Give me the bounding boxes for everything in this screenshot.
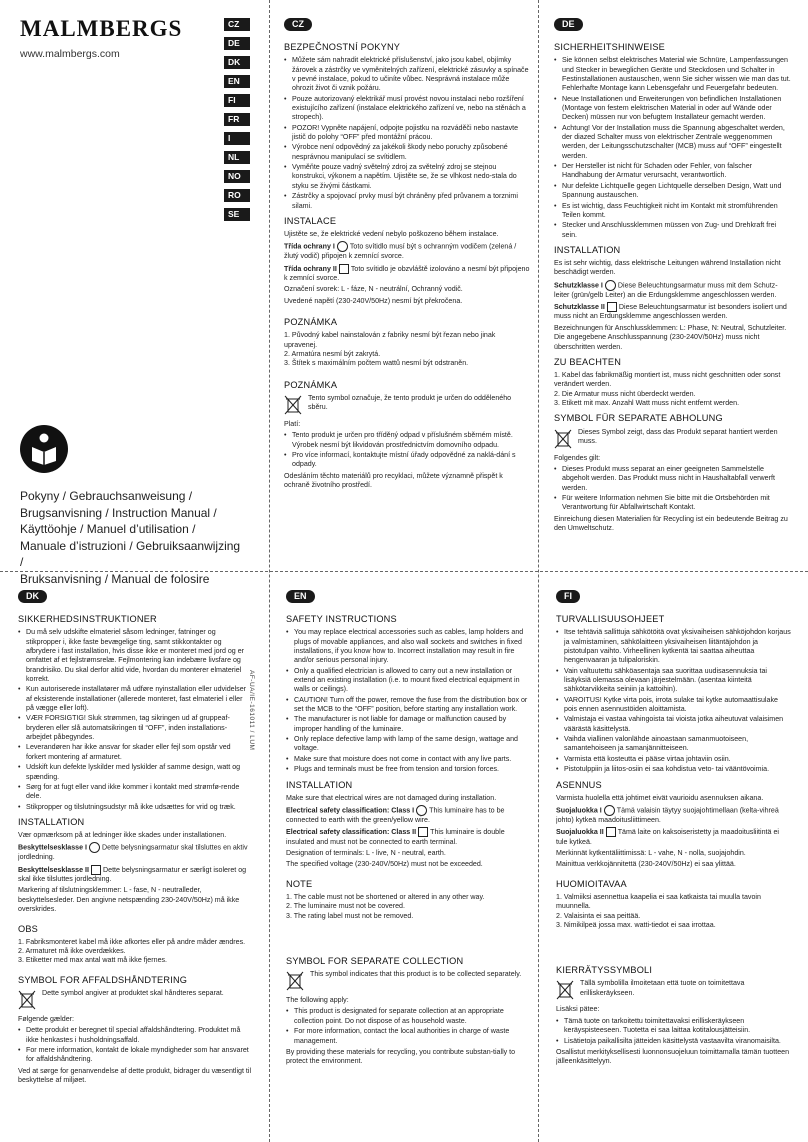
lang-tag[interactable]: SE bbox=[224, 208, 250, 221]
class-label: Schutzklasse I bbox=[554, 281, 603, 290]
list-item: • Valmistaja ei vastaa vahingoista tai vioista jotka aiheutuvat valaisimen väärästä käsittelystä. bbox=[556, 715, 792, 734]
section-title: POZNÁMKA bbox=[284, 379, 338, 390]
brand-url[interactable]: www.malmbergs.com bbox=[20, 48, 120, 60]
list-item: • Můžete sám nahradit elektrické příslušenství, jako jsou kabel, objímky žárovek a zástrčky ve vyměnitelných zařízení, elektrické zásuvky a spínače v pevné instalace, pokud to učiníte vůbec. Nesprávná instalace může ohrozit život či vznik požáru. bbox=[284, 56, 530, 93]
paragraph: Dette belysningsarmatur skal tilsluttes en aktiv jordledning. bbox=[18, 843, 248, 862]
paragraph: Platí: bbox=[284, 419, 301, 428]
list-item: • Für weitere Information nehmen Sie bitte mit die Ortsbehörden mit Verantwortung für Abfallwirtschaft Kontakt. bbox=[554, 494, 792, 513]
language-badge: FI bbox=[556, 590, 580, 603]
paragraph: Lisäksi pätee: bbox=[556, 1005, 600, 1014]
list-item: • Achtung! Vor der Installation muss die Spannung abgeschaltet werden, der diazed Schalter muss von elektrischer Zentrale weggenommen werden, der Leitungsschutzschalter (MCB) muss auf “OFF” eingestellt werden. bbox=[554, 124, 792, 161]
document-code: AF-UA/IE-161011 / LUM bbox=[248, 670, 255, 751]
earth-symbol-icon bbox=[337, 241, 348, 252]
paragraph: Tämä laite on kaksoiseristetty ja maadoitusliitintä ei tule kytkeä. bbox=[556, 828, 779, 846]
paragraph: By providing these materials for recycling, you contribute substan-tially to protect the environment. bbox=[286, 1047, 516, 1066]
list-item: • CAUTION! Turn off the power, remove the fuse from the distribution box or set the MCB to the “OFF” position, before starting any installation work. bbox=[286, 696, 530, 715]
crossed-bin-icon bbox=[286, 970, 304, 992]
section-title: HUOMIOITAVAA bbox=[556, 878, 627, 889]
panel-en bbox=[286, 590, 530, 1136]
list-item: • Tämä tuote on tarkoitettu toimitettavaksi erilliskeräykseen keräyspisteeseen. Tuotetta ei saa laittaa kotitalousjätteisiin. bbox=[556, 1017, 792, 1036]
list-item: • Sørg for at fugt eller vand ikke kommer i kontakt med strømfø-rende dele. bbox=[18, 783, 252, 802]
lang-tag[interactable]: FI bbox=[224, 94, 250, 107]
lang-tag[interactable]: I bbox=[224, 132, 250, 145]
list-item: 3. Nimikilpeä jossa max. watti-tiedot ei saa irrottaa. bbox=[556, 920, 716, 929]
manual-title-line: Pokyny / Gebrauchsanweisung / bbox=[20, 489, 193, 503]
lang-tag[interactable]: RO bbox=[224, 189, 250, 202]
class-label: Electrical safety classification: Class I bbox=[286, 806, 415, 815]
paragraph: Vær opmærksom på at ledninger ikke skades under installationen. bbox=[18, 831, 227, 840]
list-item: • For mere information, kontakt de lokale myndigheder som har ansvaret for affaldshåndtering. bbox=[18, 1046, 252, 1065]
class-label: Beskyttelsesklasse I bbox=[18, 843, 88, 852]
list-item: • Dette produkt er beregnet til special affaldshåndtering. Produktet må ikke henkastes i husholdningsaffald. bbox=[18, 1026, 252, 1045]
paragraph: Označení svorek: L - fáze, N - neutrální, Ochranný vodič. bbox=[284, 285, 463, 294]
paragraph: This luminaire has to be connected to earth with the green/yellow wire. bbox=[286, 806, 505, 825]
list-item: • VAROITUS! Kytke virta pois, irrota sulake tai kytke automaattisulake pois ennen asennustöiden aloittamista. bbox=[556, 696, 792, 715]
language-badge: EN bbox=[286, 590, 315, 603]
lang-tag[interactable]: CZ bbox=[224, 18, 250, 31]
section-title: INSTALLATION bbox=[554, 244, 621, 255]
read-manual-icon bbox=[20, 425, 68, 473]
list-item: • Tento produkt je určen pro tříděný odpad v příslušném sběrném místě. Výrobek nesmí být likvidován prostřednictvím domovního odpadu. bbox=[284, 431, 530, 450]
class-label: Beskyttelsesklasse II bbox=[18, 865, 89, 874]
list-item: 3. Etiketter med max antal watt må ikke fjernes. bbox=[18, 956, 168, 965]
paragraph: Dette symbol angiver at produktet skal håndteres separat. bbox=[42, 988, 224, 997]
list-item: • Plugs and terminals must be free from tension and torsion forces. bbox=[286, 765, 530, 774]
paragraph: Toto svítidlo musí být s ochranným vodičem (zelená / žlutý vodič) připojen k zemnící svorce. bbox=[284, 242, 517, 261]
section-title: SIKKERHEDSINSTRUKTIONER bbox=[18, 614, 157, 624]
list-item: 1. The cable must not be shortened or altered in any other way. bbox=[286, 892, 485, 901]
list-item: • Lisätietoja paikallisilta jätteiden käsittelystä vastaavilta viranomaisilta. bbox=[556, 1037, 792, 1046]
list-item: 2. Armaturet må ikke overdækkes. bbox=[18, 947, 126, 955]
paragraph: Diese Beleuchtungsarmatur muss mit dem Schutz-leiter (grün/gelb Leiter) an die Erdungsklemme angeschlossen werden. bbox=[554, 281, 778, 299]
paragraph: The following apply: bbox=[286, 996, 349, 1005]
paragraph: The specified voltage (230-240V/50Hz) must not be exceeded. bbox=[286, 860, 483, 869]
panel-dk bbox=[18, 590, 252, 1136]
double-insulation-icon bbox=[91, 865, 101, 875]
list-item: • Itse tehtäviä sallittuja sähkötöitä ovat yksivaiheisen sähköjohdon korjaus ja valmistaminen, sähkölaitteen yksivaiheisen liitäntäjohdon ja pistotulpan vaihto. Virheellinen kytkentä tai saattaa aiheuttaa hengenvaaran ja tulipaloriskin. bbox=[556, 628, 792, 665]
class-label: Třída ochrany II bbox=[284, 264, 337, 273]
list-item: 3. The rating label must not be removed. bbox=[286, 911, 414, 920]
section-title: KIERRÄTYSSYMBOLI bbox=[556, 965, 653, 976]
paragraph: Einreichung diesen Materialien für Recycling ist ein bedeutende Beitrag zu den Umweltschutz. bbox=[554, 514, 788, 533]
lang-tag[interactable]: FR bbox=[224, 113, 250, 126]
safety-list bbox=[284, 56, 530, 211]
list-item: • Výrobce není odpovědný za jakékoli škody nebo poruchy způsobené nesprávnou manipulací se svítidlem. bbox=[284, 143, 530, 162]
paragraph: This symbol indicates that this product is to be collected separately. bbox=[310, 970, 522, 979]
list-item: 3. Štítek s maximálním počtem wattů nesmí být odstraněn. bbox=[284, 359, 469, 368]
list-item: • Du må selv udskifte elmateriel såsom ledninger, fatninger og stikpropper i, ikke faste bevægelige ting, samt stikkontakter og afbrydere i fast installation, hvis disse ikke er monteret med jord og er omfattet af et fejlstrømsrelæ. Fejlmontering kan indebære livsfare og brandrisiko. Du skal derfor altid vide, hvordan du monterer elmateriel korrekt. bbox=[18, 628, 252, 684]
manual-title-line: Brugsanvisning / Instruction Manual / bbox=[20, 505, 217, 520]
list-item: • Stikpropper og tilslutningsudstyr må ikke udsættes for vrid og træk. bbox=[18, 803, 252, 812]
list-item: • Varmista että kosteutta ei pääse virtaa johtaviin osiin. bbox=[556, 755, 792, 764]
section-title: POZNÁMKA bbox=[284, 317, 338, 328]
list-item: • Vaihda viallinen valonlähde ainoastaan samanmuotoiseen, samantehoiseen ja samanjännitteiseen. bbox=[556, 735, 792, 754]
list-item: 2. The luminaire must not be covered. bbox=[286, 902, 405, 911]
earth-symbol-icon bbox=[89, 842, 100, 853]
language-badge: CZ bbox=[284, 18, 312, 31]
list-item: • Make sure that moisture does not come in contact with any live parts. bbox=[286, 755, 530, 764]
crossed-bin-icon bbox=[18, 989, 36, 1011]
paragraph: Folgendes gilt: bbox=[554, 453, 601, 462]
list-item: • Sie können selbst elektrisches Material wie Schnüre, Lampenfassungen und Stecker in beweglichen Geräte und Steckdosen und Schalter in Festinstallationen austauschen, wenn Sie sicher wissen wie man das tut. Fehlerhafte Montage kann Lebensgefahr und Feuergefahr bedeuten. bbox=[554, 56, 792, 93]
paragraph: Tämä valaisin täytyy suojajohtimellaan (kelta-vihreä johto) kytkeä maadoitusliittimeen. bbox=[556, 806, 779, 825]
list-item: • VÆR FORSIGTIG! Sluk strømmen, tag sikringen ud af gruppeaf-bryderen eller slå automatsikringen til “OFF”, inden installations-arbejdet påbegyndes. bbox=[18, 714, 252, 742]
lang-tag[interactable]: EN bbox=[224, 75, 250, 88]
section-title: BEZPEČNOSTNÍ POKYNY bbox=[284, 42, 401, 52]
paragraph: Osallistut merkityksellisesti luonnonsuojeluun toimittamalla tämän tuotteen jälleenkäsittelyyn. bbox=[556, 1047, 790, 1066]
double-insulation-icon bbox=[418, 827, 428, 837]
list-item: 1. Valmiiksi asennettua kaapelia ei saa katkaista tai muulla tavoin muunnella. bbox=[556, 892, 761, 911]
double-insulation-icon bbox=[606, 827, 616, 837]
list-item: • Pro více informací, kontaktujte místní úřady odpovědné za naklá-dání s odpady. bbox=[284, 451, 530, 470]
section-title: SICHERHEITSHINWEISE bbox=[554, 42, 665, 52]
manual-titles bbox=[20, 488, 245, 587]
class-label: Schutzklasse II bbox=[554, 303, 605, 312]
lang-tag[interactable]: DE bbox=[224, 37, 250, 50]
list-item: • Only a qualified electrician is allowed to carry out a new installation or extend an existing installation (i.e. to mount fixed electrical equipment in walls or ceilings). bbox=[286, 667, 530, 695]
section-title: ZU BEACHTEN bbox=[554, 356, 622, 367]
language-badge: DK bbox=[18, 590, 47, 603]
list-item: • Vain valtuutettu sähköasentaja saa suorittaa uudisasennuksia tai lisäyksiä olemassa olevaan järjestelmään. (asentaa kiinteitä sähkötarvikkeita seiniin ja kattoihin). bbox=[556, 667, 792, 695]
list-item: • Udskift kun defekte lyskilder med lyskilder af samme design, watt og spænding. bbox=[18, 763, 252, 782]
earth-symbol-icon bbox=[605, 280, 616, 291]
paragraph: Diese Beleuchtungsarmatur ist besonders isoliert und muss nicht an Erdungsklemme angeschlossen werden. bbox=[554, 303, 787, 321]
list-item: • Zástrčky a spojovací prvky musí být chráněny před průvanem a torznimi silami. bbox=[284, 192, 530, 211]
paragraph: Dieses Symbol zeigt, dass das Produkt separat hantiert werden muss. bbox=[578, 427, 778, 445]
list-item: 3. Etikett mit max. Anzahl Watt muss nicht entfernt werden. bbox=[554, 399, 740, 408]
paragraph: Toto svítidlo je obzvláště izolováno a nesmí být připojeno k zemnící svorce. bbox=[284, 264, 530, 282]
panel-cz bbox=[284, 18, 530, 566]
class-label: Třída ochrany I bbox=[284, 242, 335, 251]
class-label: Suojaluokka II bbox=[556, 828, 604, 837]
panel-fi bbox=[556, 590, 792, 1136]
paragraph: Make sure that electrical wires are not damaged during installation. bbox=[286, 793, 497, 802]
language-list bbox=[224, 18, 250, 227]
lang-tag[interactable]: DK bbox=[224, 56, 250, 69]
paragraph: This luminaire is double insulated and must not be connected to earth terminal. bbox=[286, 828, 505, 846]
list-item: • Vyměňte pouze vadný světelný zdroj za světelný zdroj se stejnou konstrukci, výkonem a napětím. Ujistěte se, že se vlhkost nedo-stala do styku se živými částkami. bbox=[284, 163, 530, 191]
brand-logo: MALMBERGS bbox=[20, 16, 183, 41]
list-item: • You may replace electrical accessories such as cables, lamp holders and plugs of movable appliances, and also wall sockets and switches in fixed installations, if you know how to. Incorrect installation may result in fire and/or serious personal injury. bbox=[286, 628, 530, 665]
list-item: • Only replace defective lamp with lamp of the same design, wattage and voltage. bbox=[286, 735, 530, 754]
list-item: • Neue Installationen und Erweiterungen von befindlichen Installationen (Montage von festem elektrischen Material in oder auf Wände oder Decken) müssen nur von befugtem Installateur gemacht werden. bbox=[554, 95, 792, 123]
paragraph: Markering af tilslutningsklemmer: L - fase, N - neutralleder, beskyttelsesleder. Den angivne netspænding 230-240V/50Hz) må ikke overskrides. bbox=[18, 886, 240, 914]
list-item: 1. Kabel das fabrikmäßig montiert ist, muss nicht geschnitten oder sonst verändert werden. bbox=[554, 371, 781, 389]
paragraph: Merkinnät kytkentäliittimissä: L - vahe, N - nolla, suojajohdin. bbox=[556, 848, 746, 857]
crossed-bin-icon bbox=[554, 428, 572, 450]
earth-symbol-icon bbox=[416, 805, 427, 816]
language-badge: DE bbox=[554, 18, 583, 31]
list-item: 2. Valaisinta ei saa peittää. bbox=[556, 911, 641, 920]
paragraph: Mainittua verkkojännitettä (230-240V/50Hz) ei saa ylittää. bbox=[556, 860, 736, 869]
list-item: • Stecker und Anschlussklemmen müssen von Zug- und Drehkraft frei sein. bbox=[554, 221, 792, 240]
crossed-bin-icon bbox=[284, 394, 302, 416]
list-item: • Kun autoriserede installatører må udføre nyinstallation eller udvidelser af eksisterende installationer (allerede monteret, fast elmateriel i eller på vægge eller loft). bbox=[18, 685, 252, 713]
list-item: • POZOR! Vypněte napájení, odpojte pojistku na rozváděči nebo nastavte jistič do polohy “OFF” před montážní prácou. bbox=[284, 124, 530, 143]
section-title: INSTALLATION bbox=[18, 816, 85, 827]
class-label: Electrical safety classification: Class II bbox=[286, 828, 417, 837]
panel-de bbox=[554, 18, 792, 566]
paragraph: Ujistěte se, že elektrické vedení nebylo poškozeno během instalace. bbox=[284, 230, 499, 239]
list-item: • This product is designated for separate collection at an appropriate collection point. Do not dispose of as household waste. bbox=[286, 1007, 530, 1026]
section-title: SYMBOL FOR SEPARATE COLLECTION bbox=[286, 955, 464, 966]
double-insulation-icon bbox=[607, 302, 617, 312]
section-title: INSTALACE bbox=[284, 215, 337, 226]
list-item: • Es ist wichtig, dass Feuchtigkeit nicht im Kontakt mit stromführenden Teilen kommt. bbox=[554, 202, 792, 221]
paragraph: Følgende gælder: bbox=[18, 1014, 74, 1023]
list-item: 2. Die Armatur muss nicht überdeckt werden. bbox=[554, 389, 696, 398]
class-label: Suojaluokka I bbox=[556, 806, 602, 815]
list-item: 1. Fabriksmonteret kabel må ikke afkortes eller på andre måder ændres. bbox=[18, 937, 246, 946]
lang-tag[interactable]: NL bbox=[224, 151, 250, 164]
crossed-bin-icon bbox=[556, 979, 574, 1001]
paragraph: Ved at sørge for genanvendelse af dette produkt, bidrager du væsentligt til beskyttelse af miljøet. bbox=[18, 1066, 252, 1085]
paragraph: Es ist sehr wichtig, dass elektrische Leitungen während Installation nicht beschädigt werden. bbox=[554, 259, 781, 277]
paragraph: Dette belysningsarmatur er særligt isoleret og skal ikke tilsluttes jordledning. bbox=[18, 865, 247, 884]
paragraph: Tento symbol označuje, že tento produkt je určen do odděleného sběru. bbox=[308, 393, 512, 412]
lang-tag[interactable]: NO bbox=[224, 170, 250, 183]
list-item: • Der Hersteller ist nicht für Schaden oder Fehler, von falscher Handhabung der Armatur verursacht, verantwortlich. bbox=[554, 162, 792, 181]
section-title: ASENNUS bbox=[556, 779, 602, 790]
list-item: • For more information, contact the local authorities in charge of waste management. bbox=[286, 1027, 530, 1046]
paragraph: Bezeichnungen für Anschlussklemmen: L: Phase, N: Neutral, Schutzleiter. Die angegebene Anschlusspannung (230-240V/50Hz) muss nicht überschritten werden. bbox=[554, 323, 787, 351]
section-title: SYMBOL FÜR SEPARATE ABHOLUNG bbox=[554, 413, 723, 424]
section-title: NOTE bbox=[286, 878, 313, 889]
earth-symbol-icon bbox=[604, 805, 615, 816]
list-item: • Leverandøren har ikke ansvar for skader eller fejl som opstår ved forkert montering af armaturet. bbox=[18, 743, 252, 762]
list-item: 1. Původný kabel nainstalován z fabriky nesmí být řezan nebo jinak upravenej. bbox=[284, 331, 496, 349]
section-title: SYMBOL FOR AFFALDSHÅNDTERING bbox=[18, 974, 188, 985]
list-item: • Pistotulppiin ja liitos-osiin ei saa kohdistua veto- tai vääntövoimia. bbox=[556, 765, 792, 774]
paragraph: Odesláním těchto materiálů pro recyklaci, můžete významně přispět k ochraně životního prostředí. bbox=[284, 471, 503, 489]
manual-title-line: Manuale d’istruzioni / Gebruiksaanwijzing / bbox=[20, 538, 241, 570]
manual-title-line: Bruksanvisning / Manual de folosire bbox=[20, 571, 210, 586]
list-item: • Pouze autorizovaný elektrikář musí provést novou instalaci nebo rozšíření existujícího zařízení (instalace elektrického zařízení ve, nebo na stěnách a stropech). bbox=[284, 95, 530, 123]
double-insulation-icon bbox=[339, 264, 349, 274]
paragraph: Uvedené napětí (230-240V/50Hz) nesmí být překročena. bbox=[284, 296, 463, 305]
paragraph: Designation of terminals: L - live, N - neutral, earth. bbox=[286, 848, 446, 857]
paragraph: Varmista huolella että johtimet eivät vaurioidu asennuksen aikana. bbox=[556, 793, 764, 802]
section-title: SAFETY INSTRUCTIONS bbox=[286, 614, 397, 624]
paragraph: Tällä symbolilla ilmoitetaan että tuote on toimitettava erilliskeräykseen. bbox=[580, 979, 745, 997]
section-title: OBS bbox=[18, 923, 39, 934]
list-item: • The manufacturer is not liable for damage or malfunction caused by improper handling of the luminaire. bbox=[286, 715, 530, 734]
manual-title-line: Käyttöohje / Manuel d’utilisation / bbox=[20, 522, 196, 537]
list-item: • Dieses Produkt muss separat an einer geeigneten Sammelstelle abgeholt werden. Das Produkt muss nicht in Haushaltabfall verwerft werden. bbox=[554, 465, 792, 493]
list-item: 2. Armatúra nesmí být zakrytá. bbox=[284, 349, 381, 358]
section-title: TURVALLISUUSOHJEET bbox=[556, 614, 665, 624]
section-title: INSTALLATION bbox=[286, 779, 353, 790]
list-item: • Nur defekte Lichtquelle gegen Lichtquelle derselben Design, Watt und Spannung austauschen. bbox=[554, 182, 792, 201]
